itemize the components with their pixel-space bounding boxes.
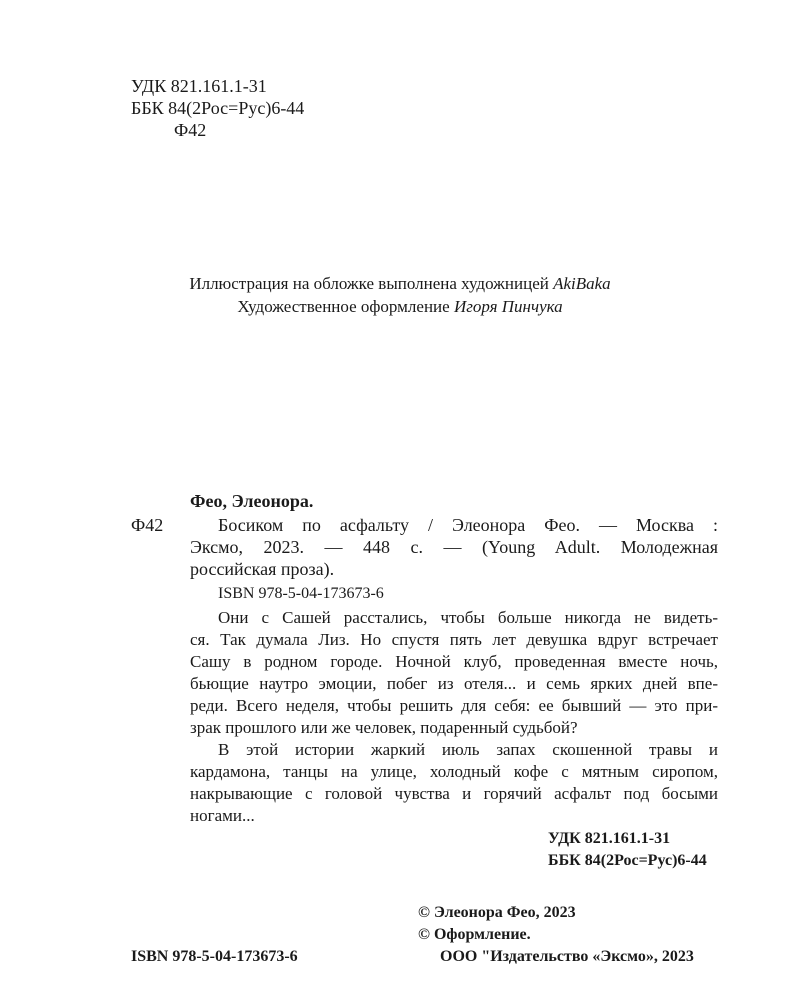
annotation-line: ногами... [190, 806, 255, 825]
udk-code: УДК 821.161.1-31 [131, 76, 267, 96]
design-credit [0, 296, 800, 318]
author-mark: Ф42 [174, 120, 207, 140]
annotation-line: бьющие наутро эмоции, побег из отеля... и семь ярких дней впе- [190, 674, 718, 693]
illustration-credit [0, 273, 800, 295]
annotation-line: Сашу в родном городе. Ночной клуб, проведенная вместе ночь, [190, 652, 718, 671]
annotation-line: зрак прошлого или же человек, подаренный судьбой? [190, 718, 578, 737]
bbk-code: ББК 84(2Рос=Рус)6-44 [131, 98, 305, 118]
illustration-credit-prefix: Иллюстрация на обложке выполнена художницей [189, 274, 549, 293]
annotation-line: накрывающие с головой чувства и горячий асфальт под босыми [190, 784, 718, 803]
design-credit-prefix: Художественное оформление [237, 297, 450, 316]
catalog-description-line: Босиком по асфальту / Элеонора Фео. — Москва : [218, 515, 718, 535]
illustrator-name: AkiBaka [553, 274, 611, 293]
catalog-author-heading: Фео, Элеонора. [190, 491, 314, 511]
copyright-author: © Элеонора Фео, 2023 [418, 904, 576, 921]
copyright-publisher: ООО "Издательство «Эксмо», 2023 [440, 948, 694, 965]
annotation-line: кардамона, танцы на улице, холодный кофе с мятным сиропом, [190, 762, 718, 781]
annotation-line: Они с Сашей расстались, чтобы больше никогда не видеть- [218, 608, 718, 627]
catalog-author-mark: Ф42 [131, 515, 164, 535]
annotation-line: ся. Так думала Лиз. Но спустя пять лет девушка вдруг встречает [190, 630, 718, 649]
copyright-design: © Оформление. [418, 926, 531, 943]
footer-udk-code: УДК 821.161.1-31 [548, 830, 671, 847]
designer-name: Игоря Пинчука [453, 297, 563, 316]
annotation-line: В этой истории жаркий июль запах скошенной травы и [218, 740, 718, 759]
catalog-description-line: российская проза). [190, 559, 335, 579]
catalog-description-line: Эксмо, 2023. — 448 с. — (Young Adult. Молодежная [190, 537, 718, 557]
footer-bbk-code: ББК 84(2Рос=Рус)6-44 [548, 852, 707, 869]
catalog-isbn: ISBN 978-5-04-173673-6 [218, 585, 384, 602]
annotation-line: реди. Всего неделя, чтобы решить для себя: ее бывший — это при- [190, 696, 718, 715]
bottom-isbn: ISBN 978-5-04-173673-6 [131, 948, 298, 965]
